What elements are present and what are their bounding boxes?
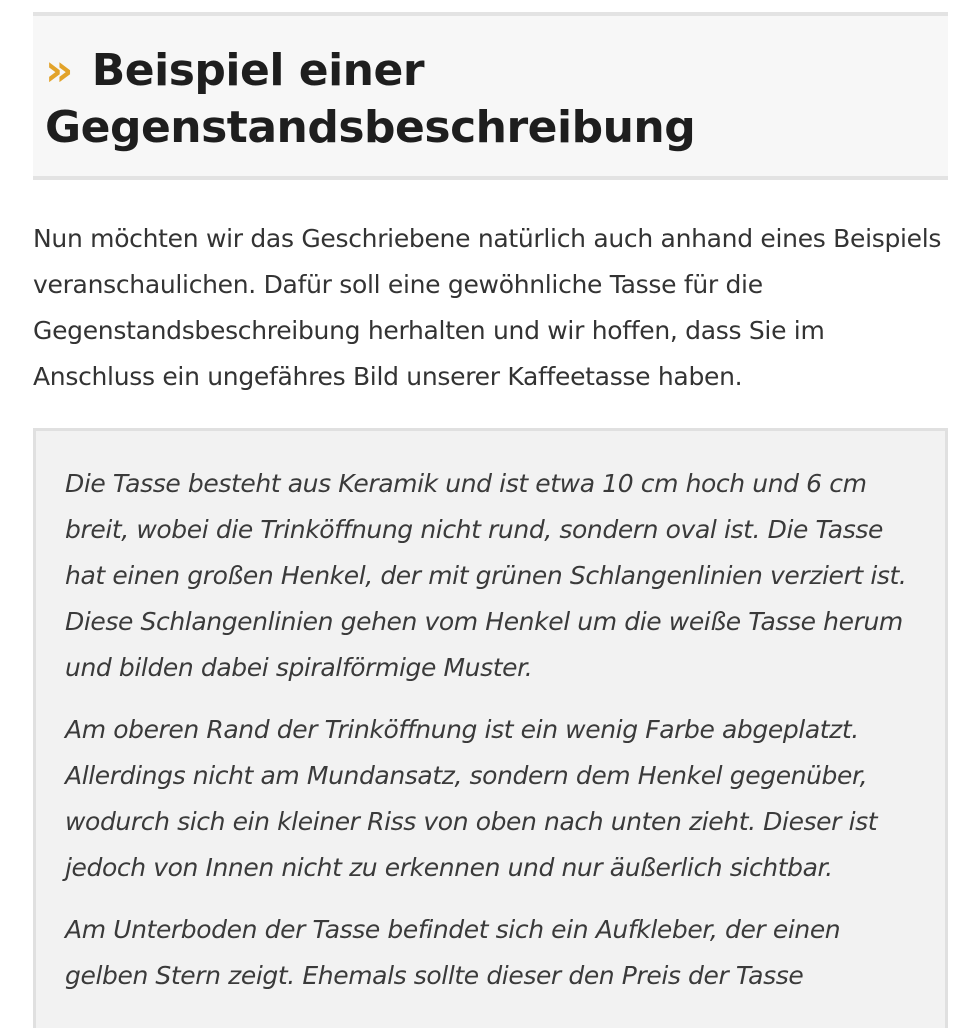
example-paragraph-2: Am oberen Rand der Trinköffnung ist ein wenig Farbe abgeplatzt. Allerdings nicht am Mundansatz, sondern dem Henkel gegenüber, wodurch sich ein kleiner Riss von oben nach unten zieht. Dieser ist jedoch von Innen nicht zu erkennen und nur äußerlich sichtbar. [65, 715, 878, 882]
article-section [33, 12, 948, 1028]
heading-title: Beispiel einer Gegenstandsbeschreibung [45, 45, 696, 153]
example-paragraph-1: Die Tasse besteht aus Keramik und ist etwa 10 cm hoch und 6 cm breit, wobei die Trinköffnung nicht rund, sondern oval ist. Die Tasse hat einen großen Henkel, der mit grünen Schlangenlinien verziert ist. Diese Schlangenlinien gehen vom Henkel um die weiße Tasse herum und bilden dabei spiralförmige Muster. [65, 469, 907, 682]
section-heading-box [33, 12, 948, 180]
intro-paragraph: Nun möchten wir das Geschriebene natürlich auch anhand eines Beispiels veranschaulichen. Dafür soll eine gewöhnliche Tasse für die Gegenstandsbeschreibung herhalten und wir hoffen, dass Sie im Anschluss ein ungefähres Bild unserer Kaffeetasse haben. [33, 224, 942, 391]
section-heading [45, 42, 936, 156]
example-paragraph-3: Am Unterboden der Tasse befindet sich ein Aufkleber, der einen gelben Stern zeigt. Ehemals sollte dieser den Preis der Tasse [65, 915, 841, 990]
heading-marker-icon: » [45, 45, 73, 96]
example-blockquote [33, 428, 948, 1028]
